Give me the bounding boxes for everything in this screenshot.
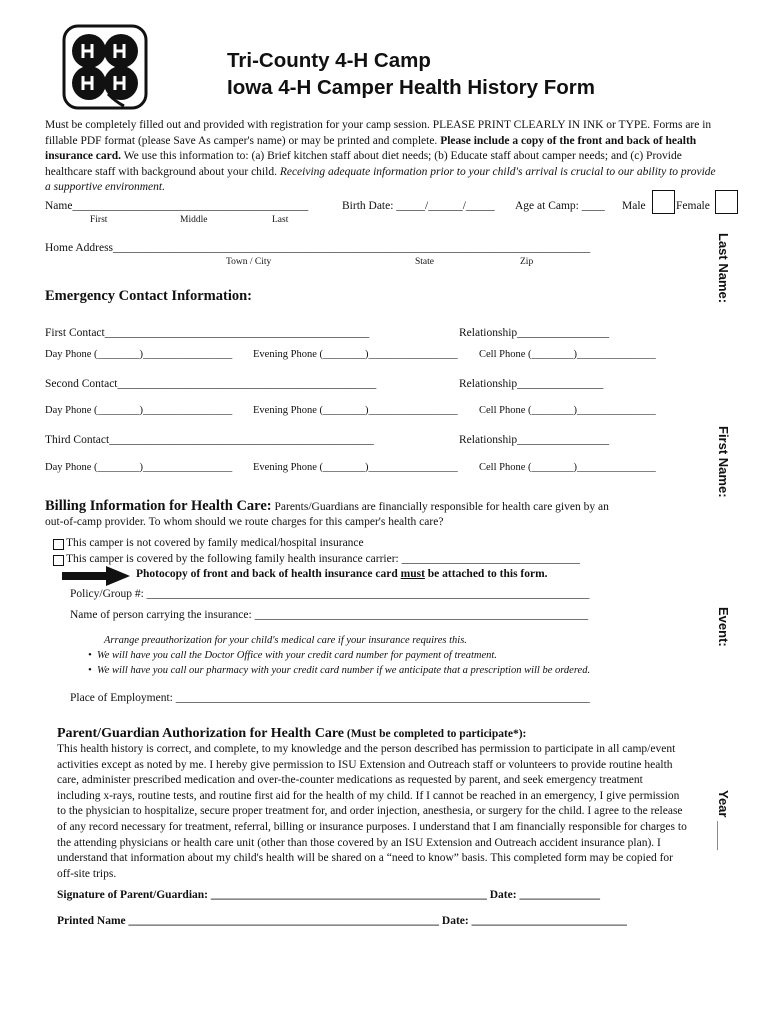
address-sub-zip: Zip <box>520 257 534 267</box>
authorization-heading-row <box>57 726 526 742</box>
first-contact-field[interactable]: First Contact______________________________________________ <box>45 327 370 339</box>
authorization-heading: Parent/Guardian Authorization for Health Care <box>57 726 344 741</box>
bullet-doctor-text: We will have you call the Doctor Office with your credit card number for payment of treatment. <box>96 650 497 661</box>
covered-checkbox[interactable] <box>53 555 64 566</box>
side-label-last-name: Last Name: <box>716 233 731 304</box>
billing-intro-line1 <box>45 498 609 515</box>
name-sub-last: Last <box>272 215 289 225</box>
not-covered-checkbox[interactable] <box>53 539 64 550</box>
birth-date-field[interactable]: Birth Date: _____/______/_____ <box>342 200 495 212</box>
name-sub-middle: Middle <box>180 215 208 225</box>
billing-heading: Billing Information for Health Care: <box>45 498 272 514</box>
third-contact-day-phone[interactable]: Day Phone (________)_________________ <box>45 462 233 473</box>
intro-paragraph <box>45 118 717 196</box>
second-contact-cell-phone[interactable]: Cell Phone (________)_______________ <box>479 405 656 416</box>
side-label-first-name: First Name: <box>716 426 731 498</box>
second-contact-relationship[interactable]: Relationship_______________ <box>459 378 604 390</box>
second-contact-day-phone[interactable]: Day Phone (________)_________________ <box>45 405 233 416</box>
policy-group-field[interactable]: Policy/Group #: _____________________________________________________________________________ <box>70 588 590 600</box>
4h-clover-logo <box>62 24 148 110</box>
third-contact-evening-phone[interactable]: Evening Phone (________)_________________ <box>253 462 458 473</box>
billing-intro-line2: out-of-camp provider. To whom should we route charges for this camper's health care? <box>45 516 444 528</box>
female-checkbox[interactable] <box>715 190 738 214</box>
intro-italic-note: Receiving adequate information prior to your child's arrival is crucial to our ability to provide a supportive environment. <box>45 165 716 194</box>
bullet-pharmacy <box>88 665 590 676</box>
third-contact-cell-phone[interactable]: Cell Phone (________)_______________ <box>479 462 656 473</box>
third-contact-field[interactable]: Third Contact______________________________________________ <box>45 434 374 446</box>
address-sub-city: Town / City <box>226 257 272 267</box>
side-label-year: Year ____ <box>716 790 731 851</box>
printed-name-field[interactable]: Printed Name ______________________________________________________ Date: ___________________________ <box>57 915 627 927</box>
bullet-dot: • <box>88 665 97 676</box>
second-contact-field[interactable]: Second Contact_____________________________________________ <box>45 378 377 390</box>
preauth-note: Arrange preauthorization for your child's medical care if your insurance requires this. <box>104 635 467 646</box>
place-of-employment-field[interactable]: Place of Employment: ________________________________________________________________________ <box>70 692 590 704</box>
photocopy-text-1: Photocopy of front and back of health insurance card <box>136 568 401 580</box>
arrow-right-icon <box>62 566 130 586</box>
female-label: Female <box>676 200 710 212</box>
photocopy-text-2: be attached to this form. <box>424 568 548 580</box>
bullet-doctor <box>88 650 497 661</box>
male-checkbox[interactable] <box>652 190 675 214</box>
third-contact-relationship[interactable]: Relationship________________ <box>459 434 610 446</box>
first-contact-relationship[interactable]: Relationship________________ <box>459 327 610 339</box>
photocopy-note <box>136 568 548 580</box>
form-title-line1: Tri-County 4-H Camp <box>227 49 431 72</box>
photocopy-must: must <box>400 568 425 580</box>
name-field[interactable]: Name_________________________________________ <box>45 200 309 212</box>
first-contact-cell-phone[interactable]: Cell Phone (________)_______________ <box>479 349 656 360</box>
side-label-event: Event: <box>716 607 731 647</box>
authorization-heading-note: (Must be completed to participate*): <box>344 728 527 740</box>
signature-field[interactable]: Signature of Parent/Guardian: ________________________________________________ Date: ______________ <box>57 889 600 901</box>
authorization-body: This health history is correct, and complete, to my knowledge and the person described has permission to participate in all camp/event activities except as noted by me. I hereby give permission to ISU Extension and Outreach staff or volunteers to provide routine health care, administer prescribed medication and over-the-counter medications as requested by parent, and seek emergency treatment including x-rays, routine tests, and routine first aid for the health of my child. If I cannot be reached in an emergency, I give permission to the physician to hospitalize, secure proper treatment for, and order injection, anesthesia, or surgery for the child. I agree to the release of any record necessary for treatment, referral, billing or insurance purposes. I understand that I am financially responsible for charges to the attending physicians or health care unit (other than those covered by an ISU Extension and Outreach accident insurance plan). I understand that information about my child's health will be shared on a “need to know” basis. This completed form may be copied for off-site trips. <box>57 743 687 880</box>
intro-insurance-note: Please include a copy of the front and back of health insurance card. <box>45 134 697 163</box>
male-label: Male <box>622 200 646 212</box>
form-title-line2: Iowa 4-H Camper Health History Form <box>227 76 595 99</box>
emergency-heading: Emergency Contact Information: <box>45 288 252 304</box>
covered-carrier-field[interactable]: This camper is covered by the following family health insurance carrier: _______________________________ <box>66 553 580 565</box>
insurance-holder-field[interactable]: Name of person carrying the insurance: __________________________________________________________ <box>70 609 589 621</box>
first-contact-day-phone[interactable]: Day Phone (________)_________________ <box>45 349 233 360</box>
not-covered-label: This camper is not covered by family medical/hospital insurance <box>66 537 364 549</box>
billing-intro-text: Parents/Guardians are financially responsible for health care given by an <box>271 501 609 513</box>
intro-text-1: Must be completely filled out and provided with registration for your camp session. PLEASE PRINT CLEARLY IN INK or TYPE. Forms are in fillable PDF format (please Save As camper's name) or may be printed and complete. <box>45 119 712 147</box>
bullet-pharmacy-text: We will have you call our pharmacy with your credit card number if we anticipate that a prescription will be ordered. <box>96 665 591 676</box>
intro-text-2: We use this information to: (a) Brief kitchen staff about diet needs; (b) Educate staff about camper needs; and (c) Provide healthcare staff with background about your child. <box>45 150 682 178</box>
name-sub-first: First <box>90 215 108 225</box>
second-contact-evening-phone[interactable]: Evening Phone (________)_________________ <box>253 405 458 416</box>
address-sub-state: State <box>415 257 434 267</box>
age-at-camp-field[interactable]: Age at Camp: ____ <box>515 200 605 212</box>
bullet-dot: • <box>88 650 97 661</box>
home-address-field[interactable]: Home Address___________________________________________________________________________________ <box>45 242 591 254</box>
first-contact-evening-phone[interactable]: Evening Phone (________)_________________ <box>253 349 458 360</box>
